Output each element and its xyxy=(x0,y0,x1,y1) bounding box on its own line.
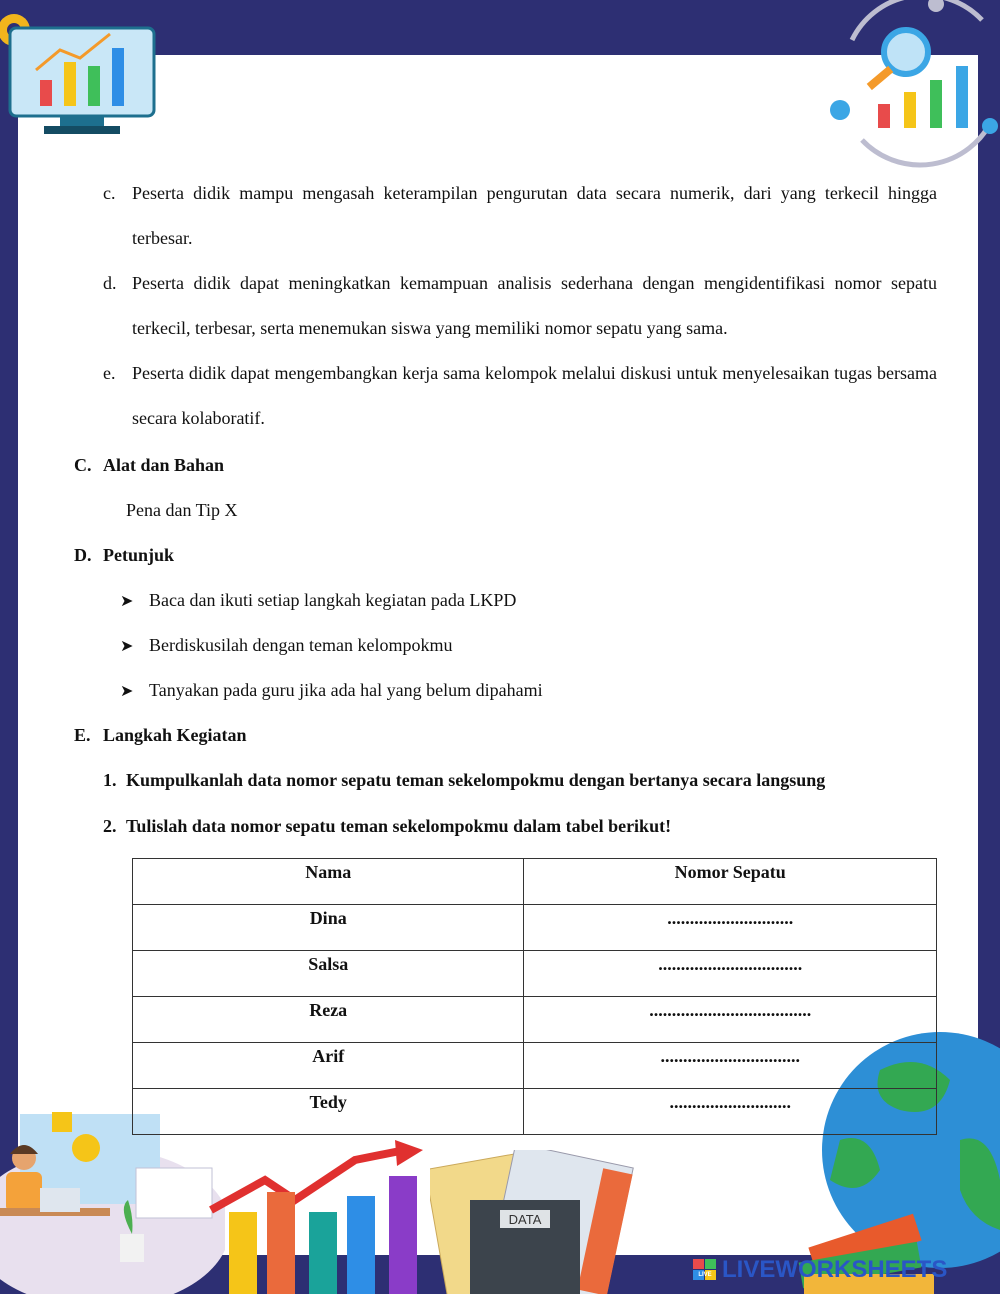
student-name: Dina xyxy=(133,905,524,951)
objective-text: Peserta didik dapat mengembangkan kerja sama kelompok melalui diskusi untuk menyelesaikan tugas bersama secara kolaboratif. xyxy=(132,363,937,428)
column-header-shoe-size: Nomor Sepatu xyxy=(524,859,937,905)
student-name: Salsa xyxy=(133,951,524,997)
liveworksheets-brand[interactable]: LIVEWORKSHEETS xyxy=(722,1256,948,1283)
objective-letter: c. xyxy=(103,183,116,203)
section-letter: D. xyxy=(74,545,92,565)
column-header-name: Nama xyxy=(133,859,524,905)
arrow-bullet-icon: ➤ xyxy=(120,638,134,655)
instruction-item xyxy=(120,587,516,615)
tools-text: Pena dan Tip X xyxy=(126,500,238,520)
step-number: 1. xyxy=(103,770,117,790)
objective-letter: d. xyxy=(103,273,117,293)
table-row xyxy=(133,1089,937,1135)
instruction-text: Berdiskusilah dengan teman kelompokmu xyxy=(149,635,453,655)
activity-step xyxy=(103,767,825,793)
step-text: Kumpulkanlah data nomor sepatu teman sekelompokmu dengan bertanya secara langsung xyxy=(126,770,826,790)
section-letter: C. xyxy=(74,455,92,475)
objective-c xyxy=(103,171,937,261)
table-row xyxy=(133,1043,937,1089)
table-header-row xyxy=(133,859,937,905)
section-letter: E. xyxy=(74,725,91,745)
instruction-text: Tanyakan pada guru jika ada hal yang belum dipahami xyxy=(149,680,543,700)
instruction-item xyxy=(120,632,452,660)
arrow-bullet-icon: ➤ xyxy=(120,593,134,610)
student-name: Tedy xyxy=(133,1089,524,1135)
activity-step xyxy=(103,813,671,839)
section-title: Langkah Kegiatan xyxy=(103,725,247,745)
objective-d xyxy=(103,261,937,351)
section-heading-d xyxy=(74,542,174,568)
table-row xyxy=(133,905,937,951)
shoe-size-table xyxy=(132,858,937,1135)
section-heading-e xyxy=(74,722,247,748)
section-heading-c xyxy=(74,452,224,478)
objective-text: Peserta didik mampu mengasah keterampilan pengurutan data secara numerik, dari yang terkecil hingga terbesar. xyxy=(132,183,937,248)
shoe-size-blank[interactable]: .................................... xyxy=(524,997,937,1043)
arrow-bullet-icon: ➤ xyxy=(120,683,134,700)
shoe-size-blank[interactable]: ............................... xyxy=(524,1043,937,1089)
objective-letter: e. xyxy=(103,363,116,383)
step-number: 2. xyxy=(103,816,117,836)
section-title: Alat dan Bahan xyxy=(103,455,225,475)
data-book-label: DATA xyxy=(508,1212,542,1227)
objective-text: Peserta didik dapat meningkatkan kemampuan analisis sederhana dengan mengidentifikasi nomor sepatu terkecil, terbesar, serta menemukan siswa yang memiliki nomor sepatu yang sama. xyxy=(132,273,937,338)
shoe-size-blank[interactable]: ........................... xyxy=(524,1089,937,1135)
shoe-size-blank[interactable]: ................................ xyxy=(524,951,937,997)
table-row xyxy=(133,951,937,997)
instruction-text: Baca dan ikuti setiap langkah kegiatan pada LKPD xyxy=(149,590,517,610)
logo-letters: LIVE xyxy=(698,1272,712,1278)
liveworksheets-logo-icon xyxy=(693,1259,717,1281)
step-text: Tulislah data nomor sepatu teman sekelompokmu dalam tabel berikut! xyxy=(126,816,672,836)
instruction-item xyxy=(120,677,543,705)
student-name: Arif xyxy=(133,1043,524,1089)
shoe-size-blank[interactable]: ............................ xyxy=(524,905,937,951)
student-name: Reza xyxy=(133,997,524,1043)
objective-e xyxy=(103,351,937,441)
table-row xyxy=(133,997,937,1043)
section-title: Petunjuk xyxy=(103,545,175,565)
